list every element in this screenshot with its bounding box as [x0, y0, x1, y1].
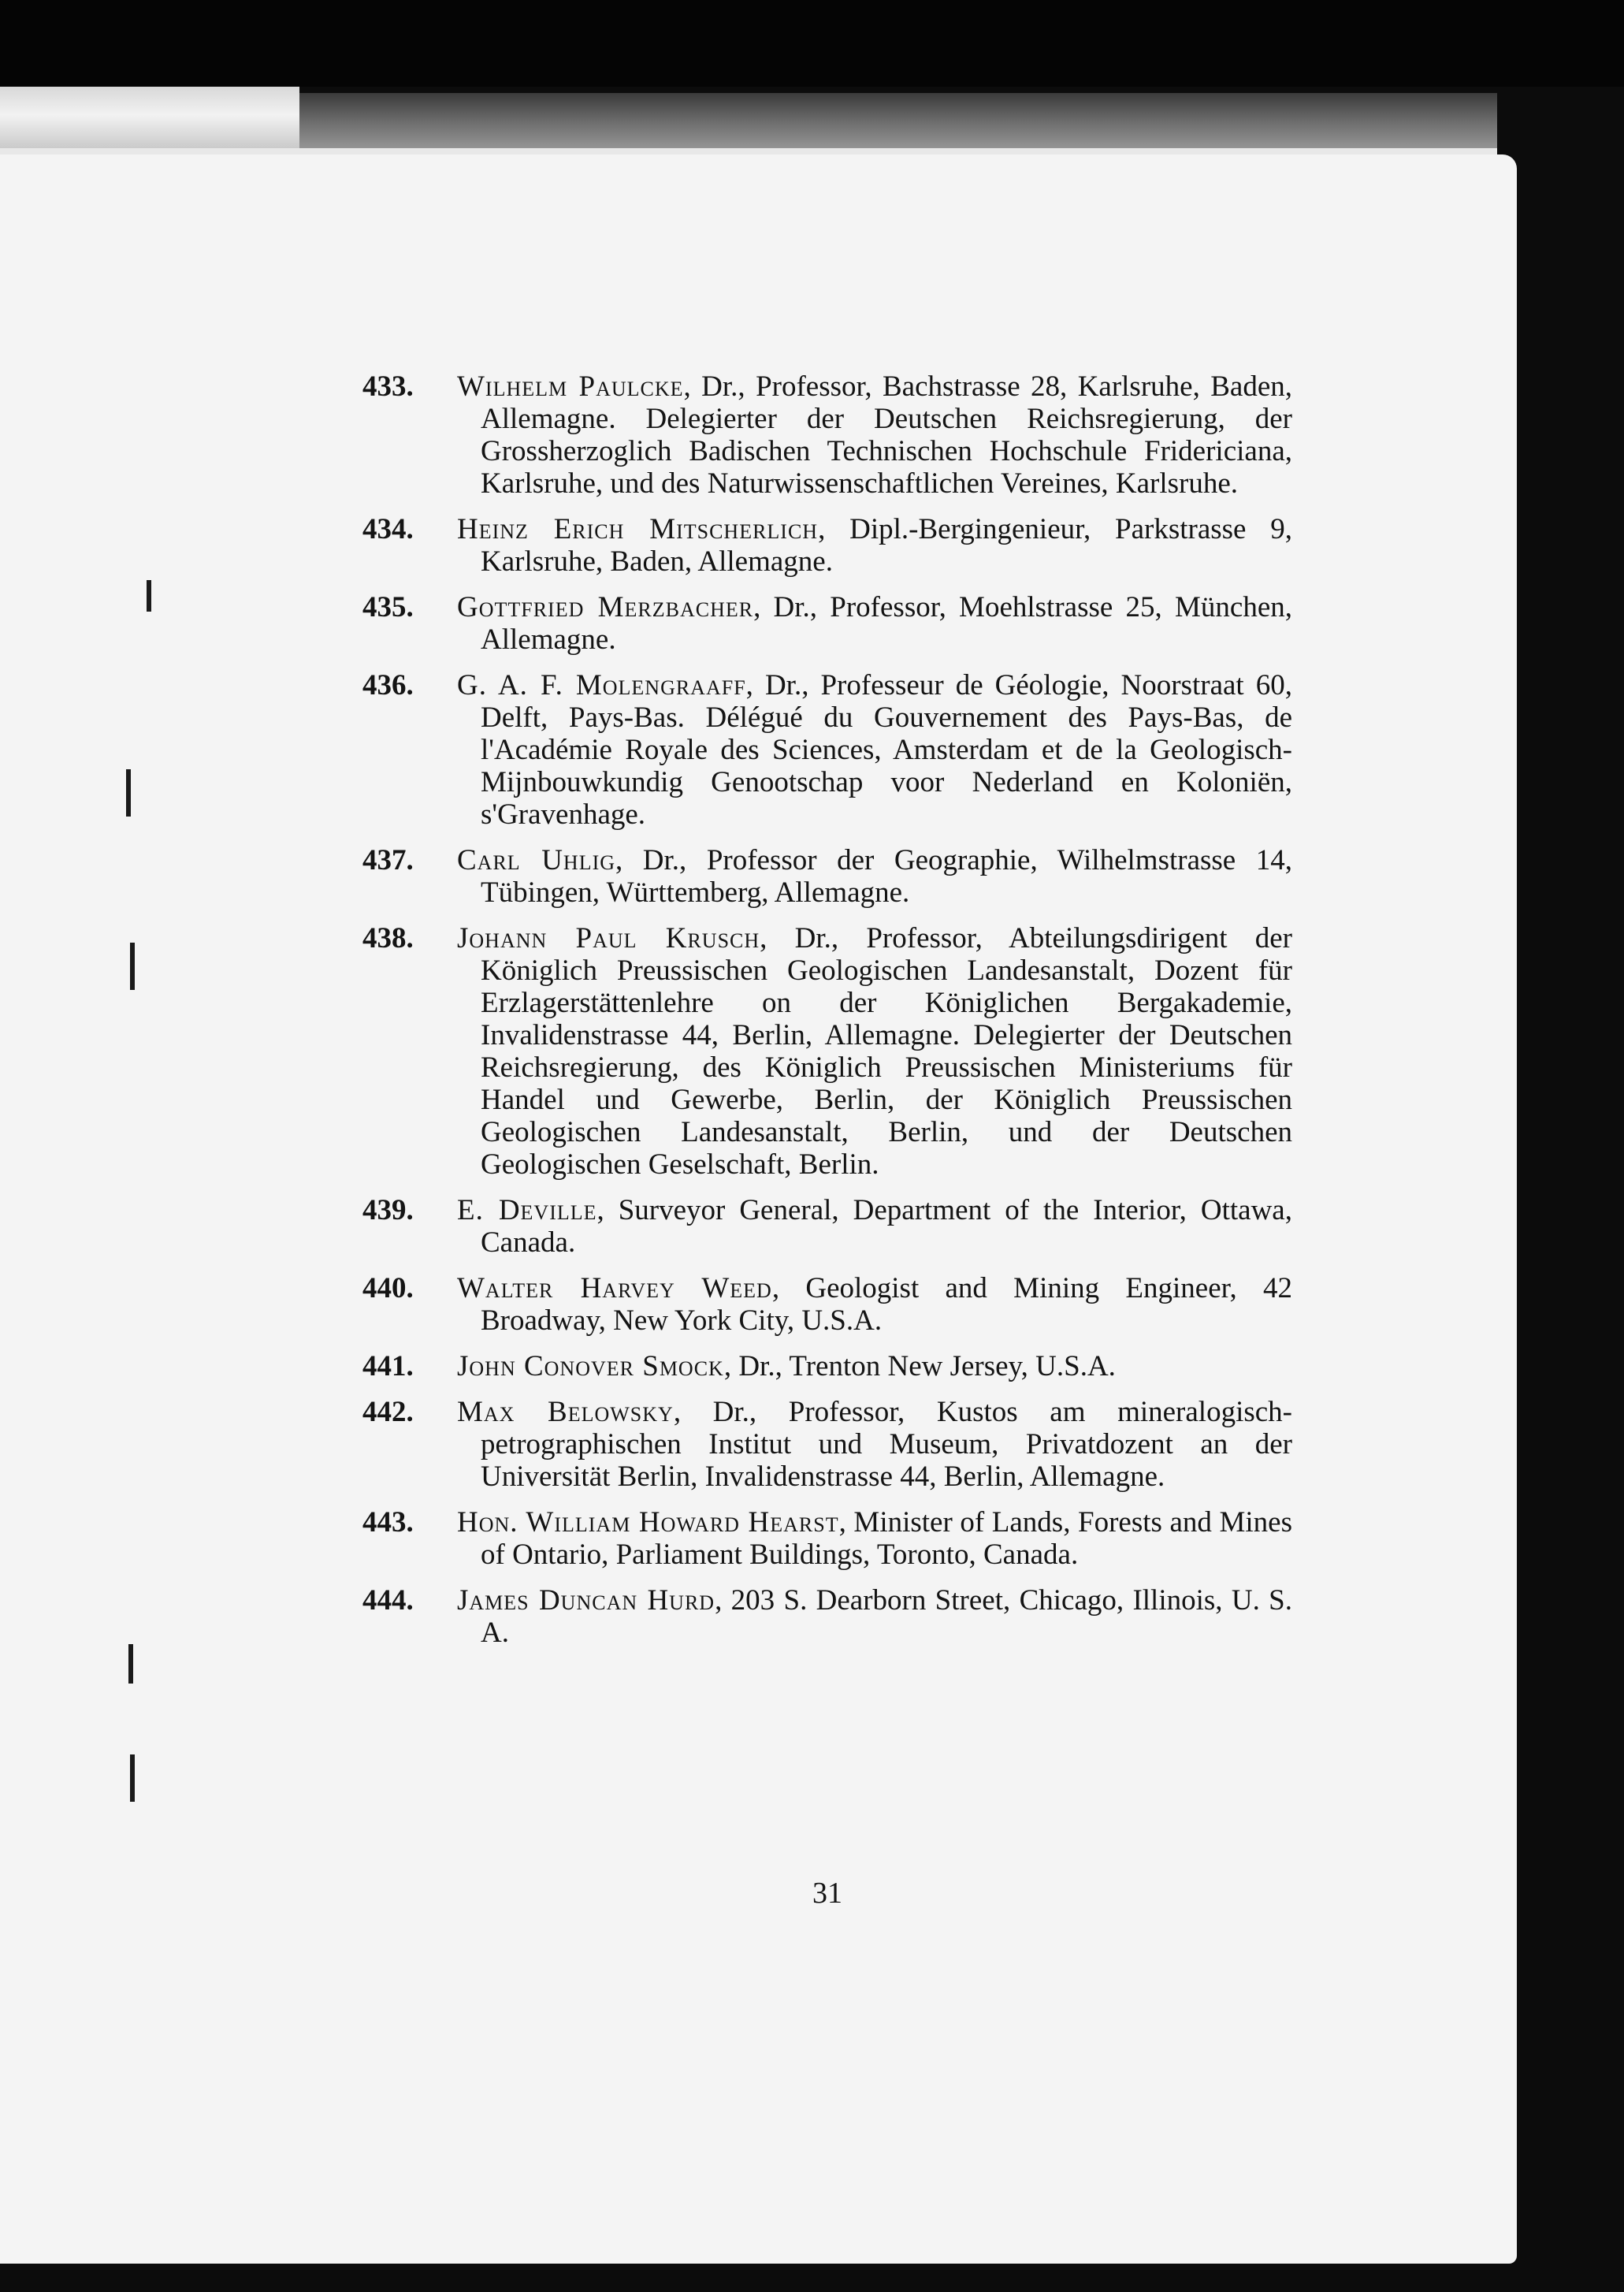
entry-details: , Dr., Professor der Geographie, Wilhelmstrasse 14, Tübingen, Württemberg, Allemagne.: [481, 844, 1292, 909]
list-item: [362, 1272, 1292, 1337]
entry-number: 436.: [362, 669, 414, 701]
entry-number: 433.: [362, 370, 414, 403]
film-strip-left: [0, 87, 299, 158]
entry-text: [457, 1194, 1292, 1259]
entry-number: 440.: [362, 1272, 414, 1304]
entry-name: Carl Uhlig: [457, 844, 616, 876]
entry-number: 442.: [362, 1396, 414, 1428]
list-item: [362, 844, 1292, 909]
entry-details: , Dipl.-Bergingenieur, Parkstrasse 9, Karlsruhe, Baden, Allemagne.: [481, 513, 1292, 578]
entry-name: James Duncan Hurd: [457, 1584, 715, 1617]
list-item: [362, 669, 1292, 831]
entry-name: Walter Harvey Weed: [457, 1272, 772, 1304]
entry-text: [457, 844, 1292, 909]
entry-number: 444.: [362, 1584, 414, 1617]
entry-text: [457, 370, 1292, 500]
entry-name: G. A. F. Molengraaff: [457, 669, 746, 701]
entry-name: Max Belowsky: [457, 1396, 674, 1428]
entry-details: , 203 S. Dearborn Street, Chicago, Illinois, U. S. A.: [481, 1584, 1292, 1649]
list-item: [362, 1584, 1292, 1649]
list-item: [362, 1350, 1292, 1382]
entry-list: [362, 370, 1292, 1662]
entry-text: [457, 1350, 1292, 1382]
film-strip-right: [299, 93, 1497, 152]
entry-details: , Dr., Professor, Kustos am mineralogisch-petrographischen Institut und Museum, Privatdozent an der Universität Berlin, Invalidenstrasse 44, Berlin, Allemagne.: [481, 1396, 1292, 1493]
margin-mark: [128, 1644, 133, 1684]
entry-details: , Dr., Professor, Moehlstrasse 25, München, Allemagne.: [481, 591, 1292, 656]
entry-text: [457, 1396, 1292, 1493]
entry-details: , Dr., Professeur de Géologie, Noorstraat 60, Delft, Pays-Bas. Délégué du Gouvernement des Pays-Bas, de l'Académie Royale des Sciences, Amsterdam et de la Geologisch-Mijnbouwkundig Genootschap voor Nederland en Koloniën, s'Gravenhage.: [481, 669, 1292, 831]
entry-details: , Dr., Trenton New Jersey, U.S.A.: [723, 1350, 1116, 1382]
entry-text: [457, 1584, 1292, 1649]
page-number: 31: [812, 1877, 842, 1910]
margin-mark: [147, 580, 151, 612]
list-item: [362, 1396, 1292, 1493]
entry-number: 435.: [362, 591, 414, 623]
entry-text: [457, 922, 1292, 1181]
entry-text: [457, 1506, 1292, 1571]
film-border-top: [0, 0, 1624, 87]
entry-name: Gottfried Merzbacher: [457, 591, 754, 623]
list-item: [362, 513, 1292, 578]
entry-name: Heinz Erich Mitscherlich: [457, 513, 819, 545]
entry-number: 437.: [362, 844, 414, 876]
entry-text: [457, 591, 1292, 656]
margin-mark: [130, 1754, 135, 1802]
entry-details: , Dr., Professor, Bachstrasse 28, Karlsruhe, Baden, Allemagne. Delegierter der Deutschen Reichsregierung, der Grossherzoglich Badischen Technischen Hochschule Fridericiana, Karlsruhe, und des Naturwissenschaftlichen Vereines, Karlsruhe.: [481, 370, 1292, 500]
entry-text: [457, 669, 1292, 831]
margin-mark: [126, 769, 131, 817]
entry-number: 438.: [362, 922, 414, 954]
entry-details: , Geologist and Mining Engineer, 42 Broadway, New York City, U.S.A.: [481, 1272, 1292, 1337]
margin-mark: [130, 943, 135, 990]
entry-number: 443.: [362, 1506, 414, 1539]
entry-name: Johann Paul Krusch: [457, 922, 760, 954]
list-item: [362, 922, 1292, 1181]
entry-text: [457, 513, 1292, 578]
entry-name: Wilhelm Paulcke: [457, 370, 684, 403]
entry-name: E. Deville: [457, 1194, 597, 1226]
entry-number: 441.: [362, 1350, 414, 1382]
entry-name: Hon. William Howard Hearst: [457, 1506, 839, 1539]
entry-details: , Minister of Lands, Forests and Mines of Ontario, Parliament Buildings, Toronto, Canada.: [481, 1506, 1292, 1571]
entry-details: , Surveyor General, Department of the Interior, Ottawa, Canada.: [481, 1194, 1292, 1259]
entry-name: John Conover Smock: [457, 1350, 724, 1382]
list-item: [362, 1194, 1292, 1259]
entry-text: [457, 1272, 1292, 1337]
entry-number: 439.: [362, 1194, 414, 1226]
entry-number: 434.: [362, 513, 414, 545]
list-item: [362, 591, 1292, 656]
entry-details: , Dr., Professor, Abteilungsdirigent der Königlich Preussischen Geologischen Landesanstalt, Dozent für Erzlagerstättenlehre on der Königlichen Bergakademie, Invalidenstrasse 44, Berlin, Allemagne. Delegierter der Deutschen Reichsregierung, des Königlich Preussischen Ministeriums für Handel und Gewerbe, Berlin, der Königlich Preussischen Geologischen Landesanstalt, Berlin, und der Deutschen Geologischen Geselschaft, Berlin.: [481, 922, 1292, 1181]
list-item: [362, 370, 1292, 500]
list-item: [362, 1506, 1292, 1571]
